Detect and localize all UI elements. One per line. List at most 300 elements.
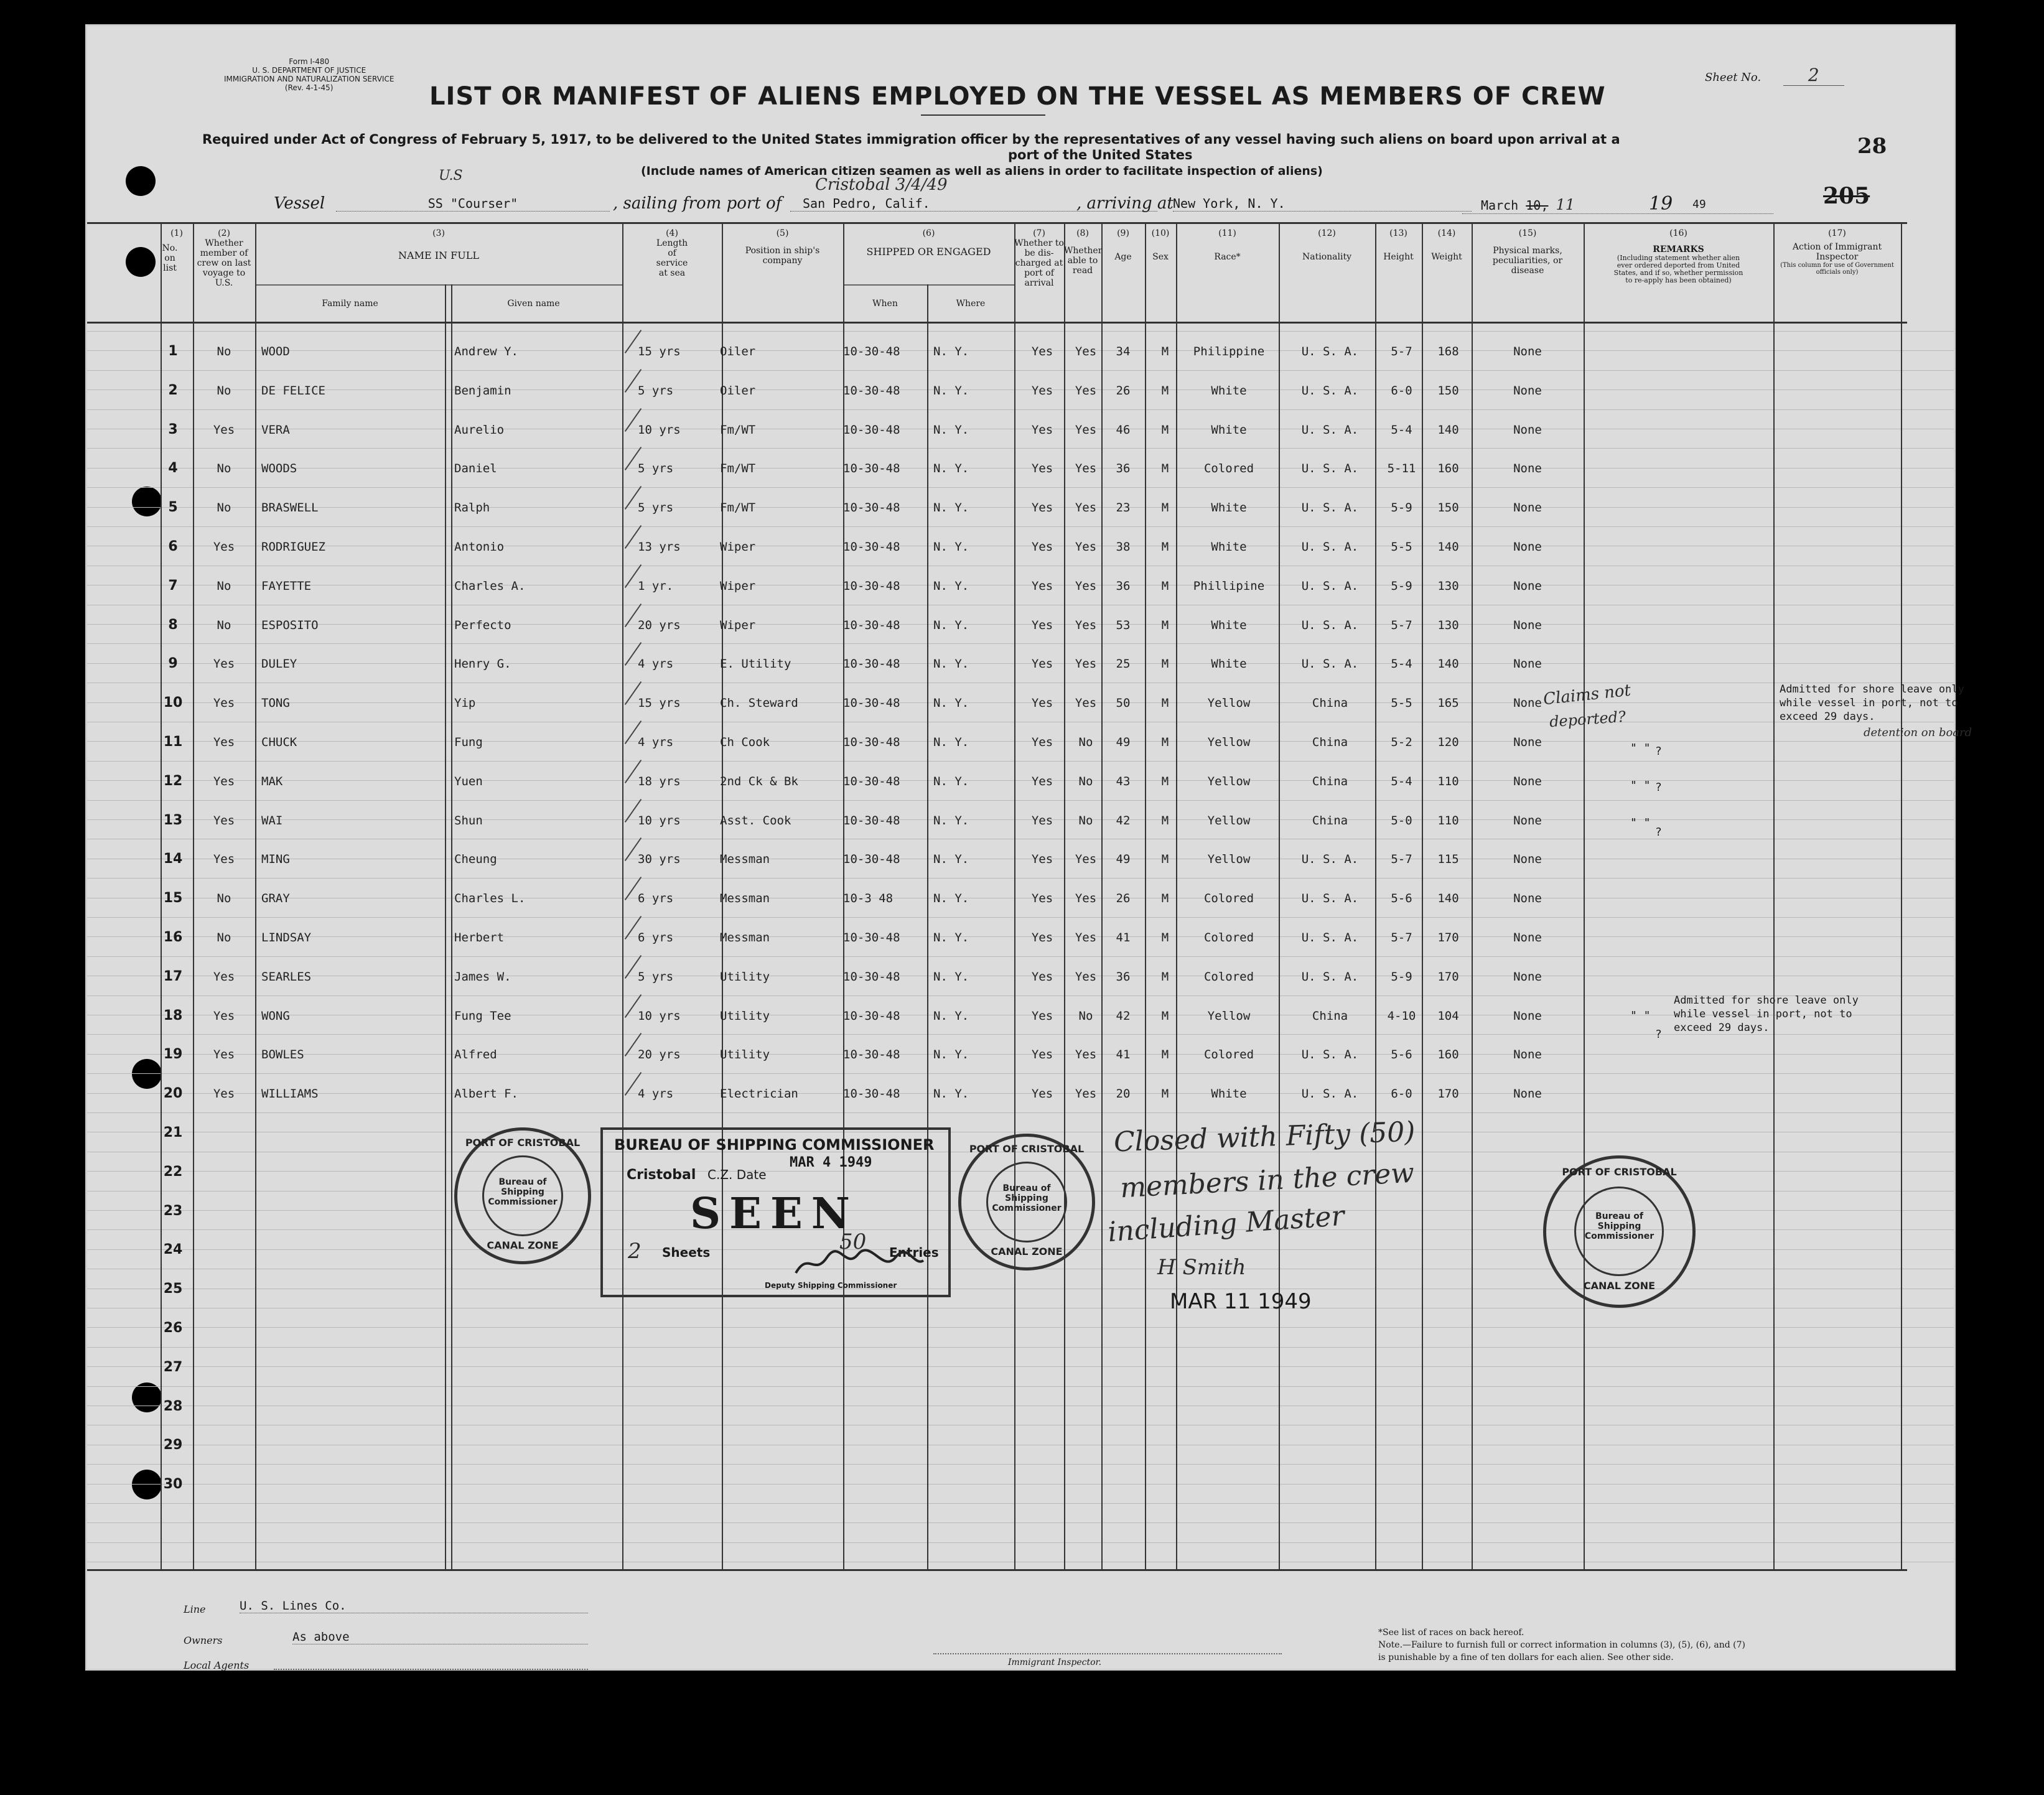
cell-read: Yes	[1075, 618, 1097, 632]
remark-admitted: Admitted for shore leave only	[1674, 994, 1859, 1007]
cell-race: White	[1211, 422, 1247, 437]
cell-wt: 140	[1437, 422, 1459, 437]
ruled-line	[87, 1464, 1954, 1465]
cell-where: N. Y.	[933, 1048, 969, 1062]
cell-age: 41	[1116, 1048, 1131, 1062]
col6b-header: Where	[956, 299, 986, 309]
cell-given: Benjamin	[454, 383, 511, 398]
cell-disch: Yes	[1031, 1048, 1053, 1062]
cell-race: Philippine	[1193, 345, 1265, 358]
cell-service: 4 yrs	[638, 1087, 674, 1101]
cell-given: Fung	[454, 735, 483, 749]
cell-wt: 165	[1437, 696, 1459, 711]
cell-when: 10-30-48	[843, 1087, 900, 1101]
cell-nat: U. S. A.	[1301, 1048, 1359, 1062]
required-line-2: port of the United States	[1008, 147, 1193, 162]
form-rev: (Rev. 4-1-45)	[284, 83, 334, 92]
cell-crew: No	[217, 462, 231, 476]
cell-given: Aurelio	[454, 422, 505, 437]
stamp-port: PORT OF CRISTOBAL	[969, 1143, 1085, 1155]
cell-when: 10-30-48	[843, 422, 900, 437]
col2-header: Whether member of crew on last voyage to U.S.	[197, 238, 251, 288]
row-number: 7	[168, 577, 178, 594]
cell-position: Wiper	[720, 618, 756, 632]
col7-header: Whether to be dis-charged at port of arrival	[1014, 238, 1064, 288]
cell-age: 25	[1116, 657, 1131, 671]
cell-read: Yes	[1075, 657, 1097, 671]
cell-marks: None	[1513, 852, 1542, 867]
cell-sex: M	[1161, 540, 1169, 554]
cell-sex: M	[1161, 1048, 1169, 1062]
cell-nat: China	[1312, 1009, 1348, 1023]
required-line: Required under Act of Congress of February 5, 1917, to be delivered to the United States immigration officer by the representatives of any vessel having such aliens on board upon arrival at a	[202, 132, 1620, 147]
column-rule	[1472, 222, 1473, 1569]
row-number: 3	[168, 421, 178, 437]
stamp-date-label: C.Z. Date	[707, 1167, 767, 1182]
stamp-zone: CANAL ZONE	[991, 1246, 1063, 1257]
manifest-sheet	[87, 26, 1972, 1671]
cell-nat: China	[1312, 696, 1348, 711]
col15-num: (15)	[1518, 228, 1537, 238]
form-number: Form I-480	[289, 57, 330, 66]
cell-family: FAYETTE	[261, 579, 312, 593]
cell-age: 23	[1116, 501, 1131, 515]
cell-sex: M	[1161, 892, 1169, 906]
cell-ht: 4-10	[1387, 1009, 1416, 1023]
cell-nat: U. S. A.	[1301, 540, 1359, 554]
cell-read: Yes	[1075, 696, 1097, 711]
row-number: 13	[163, 812, 183, 828]
cell-disch: Yes	[1031, 501, 1053, 515]
col5-header: Position in ship's company	[745, 246, 820, 266]
punch-hole	[126, 166, 156, 196]
cell-service: 20 yrs	[638, 1048, 681, 1062]
sailing-port: San Pedro, Calif.	[790, 196, 1157, 212]
cell-race: White	[1211, 501, 1247, 515]
cell-age: 41	[1116, 931, 1131, 944]
column-rule	[927, 284, 928, 1569]
year-prefix: 19	[1649, 193, 1673, 215]
cell-crew: No	[217, 618, 231, 632]
cell-nat: U. S. A.	[1301, 462, 1359, 476]
footer-note: *See list of races on back hereof.	[1378, 1628, 1524, 1638]
sheet-number: 2	[1783, 65, 1844, 86]
cell-nat: U. S. A.	[1301, 1087, 1359, 1101]
cell-age: 49	[1116, 735, 1131, 749]
cell-where: N. Y.	[933, 383, 969, 398]
owners-value: As above	[292, 1630, 588, 1644]
col4-num: (4)	[666, 228, 678, 238]
stamp-zone: CANAL ZONE	[1583, 1280, 1656, 1292]
cell-sex: M	[1161, 774, 1169, 788]
cell-position: Wiper	[720, 540, 756, 554]
cell-position: Oiler	[720, 383, 756, 398]
cell-where: N. Y.	[933, 1087, 969, 1101]
ruled-line	[87, 1386, 1954, 1387]
cell-family: GRAY	[261, 892, 290, 906]
include-note: (Include names of American citizen seamen as well as aliens in order to facilitate inspection of aliens)	[641, 164, 1323, 178]
cell-sex: M	[1161, 422, 1169, 437]
cell-disch: Yes	[1031, 579, 1053, 593]
row-number: 25	[163, 1281, 183, 1297]
cell-marks: None	[1513, 735, 1542, 749]
col3-header: NAME IN FULL	[398, 249, 479, 261]
cell-read: No	[1078, 813, 1093, 828]
cell-crew: Yes	[213, 540, 235, 554]
cell-when: 10-30-48	[843, 657, 900, 671]
stamp-port: PORT OF CRISTOBAL	[1562, 1166, 1677, 1178]
column-rule	[1145, 222, 1146, 1569]
cell-position: Fm/WT	[720, 422, 756, 437]
cell-ht: 6-0	[1391, 383, 1412, 398]
row-number: 18	[163, 1007, 183, 1023]
sailing-label: , sailing from port of	[613, 194, 782, 213]
cell-age: 42	[1116, 1009, 1131, 1023]
cell-age: 42	[1116, 813, 1131, 828]
cell-read: Yes	[1075, 345, 1097, 358]
cell-family: DULEY	[261, 657, 297, 671]
page-title: LIST OR MANIFEST OF ALIENS EMPLOYED ON THE VESSEL AS MEMBERS OF CREW	[429, 82, 1606, 111]
cell-wt: 104	[1437, 1009, 1459, 1023]
remark-ditto: " "	[1630, 779, 1651, 792]
cell-ht: 5-9	[1391, 579, 1412, 593]
cell-service: 4 yrs	[638, 735, 674, 749]
cell-family: CHUCK	[261, 735, 297, 749]
cell-ht: 6-0	[1391, 1087, 1412, 1101]
col11-header: Race*	[1214, 252, 1241, 262]
cell-age: 53	[1116, 618, 1131, 632]
cell-age: 49	[1116, 852, 1131, 867]
cell-where: N. Y.	[933, 462, 969, 476]
cell-crew: Yes	[213, 1048, 235, 1062]
cell-given: Henry G.	[454, 657, 511, 671]
cell-where: N. Y.	[933, 618, 969, 632]
cell-nat: U. S. A.	[1301, 969, 1359, 984]
cell-sex: M	[1161, 696, 1169, 711]
cell-ht: 5-7	[1391, 931, 1412, 944]
remark-ditto: " "	[1630, 816, 1651, 829]
cell-read: Yes	[1075, 579, 1097, 593]
cell-crew: Yes	[213, 969, 235, 984]
col4-header: Length of service at sea	[656, 238, 688, 278]
col9-header: Age	[1114, 252, 1132, 262]
cell-crew: Yes	[213, 422, 235, 437]
col16-note: (Including statement whether alien ever ordered deported from United States, and if so, whether permission to re-apply has been obtained)	[1613, 254, 1743, 284]
cell-family: TONG	[261, 696, 290, 711]
cell-when: 10-30-48	[843, 345, 900, 358]
cell-nat: China	[1312, 813, 1348, 828]
cell-disch: Yes	[1031, 931, 1053, 944]
arrival-month: March	[1481, 198, 1519, 213]
ruled-line	[87, 331, 1954, 332]
cell-race: Colored	[1203, 1048, 1254, 1062]
col3a-header: Family name	[322, 299, 378, 309]
inspector-initials: H Smith	[1157, 1255, 1246, 1280]
cell-nat: U. S. A.	[1301, 618, 1359, 632]
cell-disch: Yes	[1031, 735, 1053, 749]
row-number: 14	[163, 851, 183, 867]
cell-marks: None	[1513, 657, 1542, 671]
cell-age: 26	[1116, 892, 1131, 906]
cell-nat: U. S. A.	[1301, 852, 1359, 867]
remark-claims: Claims not	[1542, 681, 1632, 709]
cell-race: Colored	[1203, 462, 1254, 476]
col17-num: (17)	[1828, 228, 1846, 238]
column-rule	[255, 222, 256, 1569]
cell-given: Herbert	[454, 931, 505, 944]
remark-admitted: Admitted for shore leave only	[1780, 683, 1964, 696]
col3-num: (3)	[432, 228, 445, 238]
cell-when: 10-30-48	[843, 813, 900, 828]
col1-num: (1)	[170, 228, 183, 238]
cell-family: WOODS	[261, 462, 297, 476]
cell-race: Colored	[1203, 969, 1254, 984]
cell-disch: Yes	[1031, 618, 1053, 632]
cell-position: Messman	[720, 852, 770, 867]
cell-race: Yellow	[1207, 696, 1251, 711]
cell-crew: No	[217, 383, 231, 398]
cell-crew: No	[217, 931, 231, 944]
col12-num: (12)	[1318, 228, 1336, 238]
cell-race: White	[1211, 540, 1247, 554]
cell-race: Colored	[1203, 931, 1254, 944]
cell-given: Cheung	[454, 852, 497, 867]
form-service: IMMIGRATION AND NATURALIZATION SERVICE	[224, 75, 394, 83]
ruled-line	[87, 1327, 1954, 1328]
us-note: U.S	[439, 168, 463, 184]
cell-position: Electrician	[720, 1087, 798, 1101]
cell-family: RODRIGUEZ	[261, 540, 325, 554]
cell-sex: M	[1161, 383, 1169, 398]
row-number: 9	[168, 656, 178, 672]
arriving-port: New York, N. Y.	[1173, 196, 1472, 212]
cell-wt: 140	[1437, 892, 1459, 906]
cell-marks: None	[1513, 931, 1542, 944]
cell-crew: No	[217, 345, 231, 358]
arrival-day: 11	[1556, 196, 1575, 213]
cell-where: N. Y.	[933, 345, 969, 358]
cell-service: 6 yrs	[638, 892, 674, 906]
cell-marks: None	[1513, 1009, 1542, 1023]
row-number: 21	[163, 1125, 183, 1140]
cell-given: Ralph	[454, 501, 490, 515]
col14-num: (14)	[1437, 228, 1456, 238]
row-number: 4	[168, 460, 178, 477]
cell-race: Yellow	[1207, 852, 1251, 867]
cell-read: No	[1078, 774, 1093, 788]
punch-hole	[132, 487, 162, 516]
stamp-place: Cristobal	[627, 1167, 696, 1183]
cell-sex: M	[1161, 931, 1169, 944]
col14-header: Weight	[1431, 252, 1462, 262]
cell-service: 1 yr.	[638, 579, 674, 593]
arrival-day-struck: 10,	[1526, 198, 1549, 213]
cell-service: 10 yrs	[638, 1009, 681, 1023]
cell-disch: Yes	[1031, 774, 1053, 788]
cell-position: Fm/WT	[720, 501, 756, 515]
cell-read: Yes	[1075, 1048, 1097, 1062]
cell-position: Wiper	[720, 579, 756, 593]
cell-wt: 140	[1437, 657, 1459, 671]
row-number: 19	[163, 1047, 183, 1063]
cell-sex: M	[1161, 462, 1169, 476]
footer-note: Note.—Failure to furnish full or correct information in columns (3), (5), (6), and (7)	[1378, 1640, 1745, 1650]
cell-position: Messman	[720, 892, 770, 906]
commissioner-signature	[790, 1245, 926, 1282]
cell-service: 4 yrs	[638, 657, 674, 671]
cell-position: Fm/WT	[720, 462, 756, 476]
cell-where: N. Y.	[933, 735, 969, 749]
column-rule	[1279, 222, 1280, 1569]
row-number: 16	[163, 930, 183, 945]
row-number: 26	[163, 1320, 183, 1336]
arrival-date-stamp: MAR 11 1949	[1170, 1289, 1312, 1314]
row-number: 30	[163, 1476, 183, 1493]
cell-given: Alfred	[454, 1048, 497, 1062]
cell-when: 10-30-48	[843, 969, 900, 984]
row-number: 17	[163, 968, 183, 984]
cell-family: SEARLES	[261, 969, 312, 984]
cell-age: 43	[1116, 774, 1131, 788]
cell-marks: None	[1513, 774, 1542, 788]
cell-nat: U. S. A.	[1301, 345, 1359, 358]
owners-label: Owners	[184, 1634, 223, 1646]
row-number: 27	[163, 1359, 183, 1375]
cell-ht: 5-5	[1391, 696, 1412, 711]
cell-disch: Yes	[1031, 1009, 1053, 1023]
ruled-line	[87, 526, 1954, 527]
cell-where: N. Y.	[933, 579, 969, 593]
col7-num: (7)	[1033, 228, 1045, 238]
ruled-line	[87, 1347, 1954, 1348]
cell-marks: None	[1513, 813, 1542, 828]
cell-given: Yuen	[454, 774, 483, 788]
stamp-port: PORT OF CRISTOBAL	[465, 1137, 581, 1149]
cell-read: Yes	[1075, 892, 1097, 906]
cell-sex: M	[1161, 657, 1169, 671]
ruled-line	[87, 1522, 1954, 1523]
ruled-line	[87, 1366, 1954, 1367]
cell-position: Asst. Cook	[720, 813, 791, 828]
cell-where: N. Y.	[933, 540, 969, 554]
cell-wt: 140	[1437, 540, 1459, 554]
column-rule	[1014, 222, 1015, 1569]
cell-crew: No	[217, 501, 231, 515]
cell-marks: None	[1513, 1087, 1542, 1101]
agents-label: Local Agents	[184, 1659, 250, 1671]
cell-sex: M	[1161, 501, 1169, 515]
stamp-sheets-num: 2	[628, 1239, 642, 1264]
cell-marks: None	[1513, 540, 1542, 554]
col8-header: Whether able to read	[1064, 246, 1103, 276]
cell-wt: 150	[1437, 501, 1459, 515]
stamp-seen: SEEN	[690, 1189, 859, 1239]
remark-admitted: exceed 29 days.	[1674, 1022, 1770, 1034]
cell-nat: China	[1312, 735, 1348, 749]
column-rule	[451, 284, 452, 1569]
cell-read: Yes	[1075, 501, 1097, 515]
cell-race: White	[1211, 618, 1247, 632]
row-number: 1	[168, 343, 178, 359]
cell-given: Yip	[454, 696, 476, 711]
column-rule	[445, 284, 446, 1569]
cell-ht: 5-6	[1391, 892, 1412, 906]
cell-marks: None	[1513, 696, 1542, 711]
stamp-inner-text: Bureau of Shipping Commissioner	[992, 1183, 1062, 1213]
cell-read: Yes	[1075, 931, 1097, 944]
cell-wt: 120	[1437, 735, 1459, 749]
cell-service: 30 yrs	[638, 852, 681, 867]
ruled-line	[87, 878, 1954, 879]
cell-position: Utility	[720, 1048, 770, 1062]
cell-family: MAK	[261, 774, 283, 788]
cell-when: 10-30-48	[843, 774, 900, 788]
cell-nat: U. S. A.	[1301, 657, 1359, 671]
cell-race: Yellow	[1207, 735, 1251, 749]
cell-crew: Yes	[213, 696, 235, 711]
ruled-line	[87, 643, 1954, 644]
cell-read: Yes	[1075, 462, 1097, 476]
col17-note: (This column for use of Government officials only)	[1780, 262, 1894, 276]
line-value: U. S. Lines Co.	[240, 1599, 588, 1613]
cell-race: White	[1211, 383, 1247, 398]
column-rule	[1584, 222, 1585, 1569]
cell-sex: M	[1161, 618, 1169, 632]
round-stamp	[454, 1127, 591, 1264]
cell-service: 10 yrs	[638, 422, 681, 437]
cell-read: Yes	[1075, 1087, 1097, 1101]
cell-race: Colored	[1203, 892, 1254, 906]
ruled-line	[87, 761, 1954, 762]
stamp-entries: Entries	[889, 1245, 939, 1260]
row-number: 5	[168, 500, 178, 516]
cell-wt: 170	[1437, 931, 1459, 944]
remark-question: ?	[1655, 745, 1662, 758]
cell-disch: Yes	[1031, 462, 1053, 476]
cristobal-note: Cristobal 3/4/49	[815, 175, 948, 194]
cell-wt: 110	[1437, 813, 1459, 828]
cell-disch: Yes	[1031, 422, 1053, 437]
cell-ht: 5-2	[1391, 735, 1412, 749]
cell-wt: 170	[1437, 1087, 1459, 1101]
cell-crew: Yes	[213, 657, 235, 671]
cell-ht: 5-4	[1391, 422, 1412, 437]
cell-service: 6 yrs	[638, 931, 674, 944]
cell-marks: None	[1513, 618, 1542, 632]
struck-number: 205	[1823, 183, 1870, 209]
cell-disch: Yes	[1031, 1087, 1053, 1101]
remark-question: ?	[1655, 826, 1662, 839]
cell-read: Yes	[1075, 852, 1097, 867]
column-rule	[1901, 222, 1902, 1569]
col13-num: (13)	[1389, 228, 1407, 238]
seen-stamp	[600, 1127, 951, 1297]
cell-wt: 150	[1437, 383, 1459, 398]
cell-when: 10-30-48	[843, 1048, 900, 1062]
cell-sex: M	[1161, 735, 1169, 749]
stamp-inner-text: Bureau of Shipping Commissioner	[1584, 1211, 1654, 1241]
cell-service: 13 yrs	[638, 540, 681, 554]
cell-disch: Yes	[1031, 969, 1053, 984]
col8-num: (8)	[1076, 228, 1089, 238]
cell-when: 10-30-48	[843, 852, 900, 867]
cell-disch: Yes	[1031, 383, 1053, 398]
cell-wt: 115	[1437, 852, 1459, 867]
cell-disch: Yes	[1031, 657, 1053, 671]
cell-given: Charles A.	[454, 579, 526, 593]
cell-wt: 110	[1437, 774, 1459, 788]
cell-when: 10-3 48	[843, 892, 894, 906]
